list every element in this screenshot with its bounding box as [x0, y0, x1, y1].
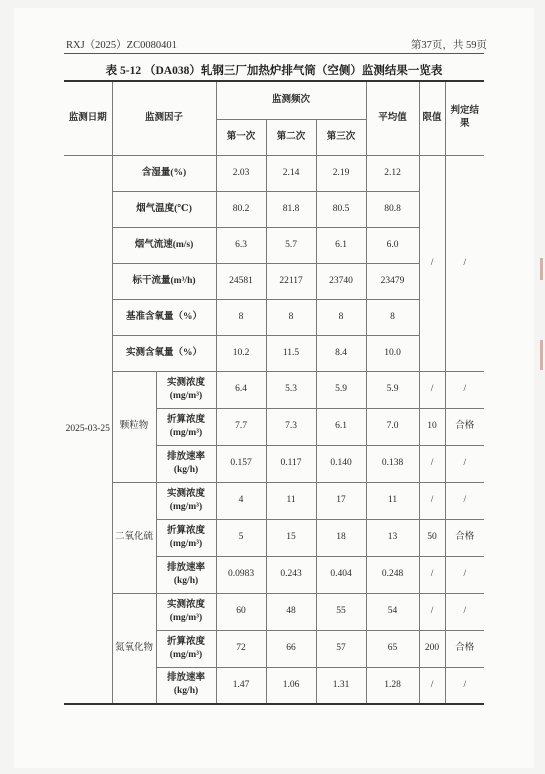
value-cell-verdict: / — [445, 593, 484, 630]
value-cell-limit: / — [419, 593, 445, 630]
value-cell-limit: / — [419, 371, 445, 408]
metric-label-name: 折算浓度 — [167, 636, 206, 647]
value-cell-avg: 5.9 — [366, 371, 419, 408]
value-cell-verdict: / — [445, 556, 484, 593]
page-number: 第37页，共 59页 — [410, 40, 487, 51]
value-cell-v3: 55 — [316, 593, 366, 630]
pollutant-name: 氮氧化物 — [112, 593, 156, 704]
value-cell-avg: 80.8 — [366, 191, 419, 227]
metric-label — [156, 630, 216, 667]
pollutant-name: 二氧化硫 — [112, 482, 156, 593]
params-verdict: / — [445, 155, 484, 371]
metric-label-unit: (mg/m³) — [169, 538, 203, 549]
value-cell-v1: 0.0983 — [216, 556, 266, 593]
value-cell-v2: 7.3 — [266, 408, 316, 445]
value-cell-verdict: / — [445, 667, 484, 704]
metric-label — [156, 482, 216, 519]
value-cell-avg: 0.138 — [366, 445, 419, 482]
header-verdict: 判定结果 — [445, 81, 484, 155]
value-cell-verdict: / — [445, 445, 484, 482]
value-cell-avg: 23479 — [366, 263, 419, 299]
value-cell-v2: 0.117 — [266, 445, 316, 482]
value-cell-v1: 24581 — [216, 263, 266, 299]
value-cell-avg: 11 — [366, 482, 419, 519]
header-first: 第一次 — [216, 119, 266, 155]
value-cell-v1: 5 — [216, 519, 266, 556]
monitoring-date: 2025-03-25 — [64, 155, 112, 704]
metric-label-unit: (mg/m³) — [169, 427, 203, 438]
value-cell-limit: 10 — [419, 408, 445, 445]
param-label: 实测含氧量（%） — [112, 335, 216, 371]
metric-label — [156, 556, 216, 593]
scan-edge-mark — [540, 258, 543, 280]
header-date: 监测日期 — [64, 81, 112, 155]
metric-label-name: 排放速率 — [167, 562, 206, 573]
metric-label-name: 实测浓度 — [167, 488, 206, 499]
value-cell-v2: 1.06 — [266, 667, 316, 704]
value-cell-verdict: 合格 — [445, 408, 484, 445]
table-row — [64, 593, 484, 630]
metric-label — [156, 445, 216, 482]
value-cell-v3: 8 — [316, 299, 366, 335]
header-second: 第二次 — [266, 119, 316, 155]
value-cell-v2: 11.5 — [266, 335, 316, 371]
value-cell-v1: 2.03 — [216, 155, 266, 191]
metric-label — [156, 667, 216, 704]
value-cell-avg: 8 — [366, 299, 419, 335]
value-cell-limit: / — [419, 667, 445, 704]
monitoring-results-table — [64, 80, 484, 705]
pollutant-name: 颗粒物 — [112, 371, 156, 482]
value-cell-v2: 11 — [266, 482, 316, 519]
value-cell-v3: 2.19 — [316, 155, 366, 191]
value-cell-v3: 8.4 — [316, 335, 366, 371]
value-cell-v1: 10.2 — [216, 335, 266, 371]
value-cell-v3: 5.9 — [316, 371, 366, 408]
header-frequency: 监测频次 — [216, 81, 366, 119]
value-cell-verdict: / — [445, 482, 484, 519]
metric-label-name: 折算浓度 — [167, 414, 206, 425]
header-third: 第三次 — [316, 119, 366, 155]
value-cell-v2: 48 — [266, 593, 316, 630]
value-cell-v2: 15 — [266, 519, 316, 556]
param-label: 含湿量(%) — [112, 155, 216, 191]
value-cell-v2: 8 — [266, 299, 316, 335]
value-cell-verdict: / — [445, 371, 484, 408]
value-cell-v2: 0.243 — [266, 556, 316, 593]
value-cell-limit: 200 — [419, 630, 445, 667]
value-cell-v2: 81.8 — [266, 191, 316, 227]
value-cell-v3: 1.31 — [316, 667, 366, 704]
metric-label-name: 折算浓度 — [167, 525, 206, 536]
header-average: 平均值 — [366, 81, 419, 155]
value-cell-v2: 22117 — [266, 263, 316, 299]
value-cell-limit: / — [419, 556, 445, 593]
page-header — [66, 37, 487, 52]
metric-label-unit: (kg/h) — [173, 686, 199, 697]
metric-label-name: 实测浓度 — [167, 377, 206, 388]
metric-label — [156, 371, 216, 408]
metric-label-name: 排放速率 — [167, 673, 206, 684]
value-cell-v3: 57 — [316, 630, 366, 667]
value-cell-v3: 0.140 — [316, 445, 366, 482]
metric-label-unit: (mg/m³) — [169, 501, 203, 512]
value-cell-verdict: 合格 — [445, 519, 484, 556]
value-cell-v3: 6.1 — [316, 408, 366, 445]
value-cell-avg: 0.248 — [366, 556, 419, 593]
value-cell-avg: 54 — [366, 593, 419, 630]
value-cell-v2: 5.7 — [266, 227, 316, 263]
header-limit: 限值 — [419, 81, 445, 155]
value-cell-limit: / — [419, 482, 445, 519]
value-cell-avg: 13 — [366, 519, 419, 556]
value-cell-avg: 10.0 — [366, 335, 419, 371]
value-cell-v1: 6.4 — [216, 371, 266, 408]
metric-label-unit: (mg/m³) — [169, 390, 203, 401]
param-label: 标干流量(m³/h) — [112, 263, 216, 299]
value-cell-v2: 5.3 — [266, 371, 316, 408]
metric-label-unit: (mg/m³) — [169, 612, 203, 623]
params-limit: / — [419, 155, 445, 371]
value-cell-v3: 17 — [316, 482, 366, 519]
table-row — [64, 482, 484, 519]
value-cell-v1: 0.157 — [216, 445, 266, 482]
value-cell-v3: 18 — [316, 519, 366, 556]
param-label: 基准含氧量（%） — [112, 299, 216, 335]
value-cell-avg: 65 — [366, 630, 419, 667]
metric-label — [156, 519, 216, 556]
metric-label-name: 排放速率 — [167, 451, 206, 462]
metric-label-unit: (kg/h) — [173, 464, 199, 475]
metric-label — [156, 408, 216, 445]
value-cell-limit: / — [419, 445, 445, 482]
value-cell-avg: 7.0 — [366, 408, 419, 445]
metric-label-unit: (mg/m³) — [169, 649, 203, 660]
value-cell-v3: 6.1 — [316, 227, 366, 263]
param-label: 烟气温度(℃) — [112, 191, 216, 227]
value-cell-v1: 7.7 — [216, 408, 266, 445]
value-cell-v1: 8 — [216, 299, 266, 335]
value-cell-v3: 80.5 — [316, 191, 366, 227]
value-cell-v1: 1.47 — [216, 667, 266, 704]
param-label: 烟气流速(m/s) — [112, 227, 216, 263]
metric-label-unit: (kg/h) — [173, 575, 199, 586]
value-cell-v1: 60 — [216, 593, 266, 630]
scan-edge-mark — [540, 340, 543, 370]
metric-label — [156, 593, 216, 630]
value-cell-v1: 6.3 — [216, 227, 266, 263]
document-id: RXJ（2025）ZC0080401 — [66, 40, 177, 51]
value-cell-avg: 1.28 — [366, 667, 419, 704]
value-cell-verdict: 合格 — [445, 630, 484, 667]
value-cell-v1: 4 — [216, 482, 266, 519]
value-cell-avg: 6.0 — [366, 227, 419, 263]
value-cell-v2: 66 — [266, 630, 316, 667]
value-cell-v1: 80.2 — [216, 191, 266, 227]
metric-label-name: 实测浓度 — [167, 599, 206, 610]
table-title: 表 5-12 （DA038）轧钢三厂加热炉排气筒（空侧）监测结果一览表 — [105, 65, 443, 77]
value-cell-avg: 2.12 — [366, 155, 419, 191]
table-row — [64, 371, 484, 408]
header-factor: 监测因子 — [112, 81, 216, 155]
table-row — [64, 155, 484, 191]
value-cell-v3: 0.404 — [316, 556, 366, 593]
value-cell-v2: 2.14 — [266, 155, 316, 191]
value-cell-v3: 23740 — [316, 263, 366, 299]
header-divider — [64, 53, 484, 54]
value-cell-limit: 50 — [419, 519, 445, 556]
value-cell-v1: 72 — [216, 630, 266, 667]
